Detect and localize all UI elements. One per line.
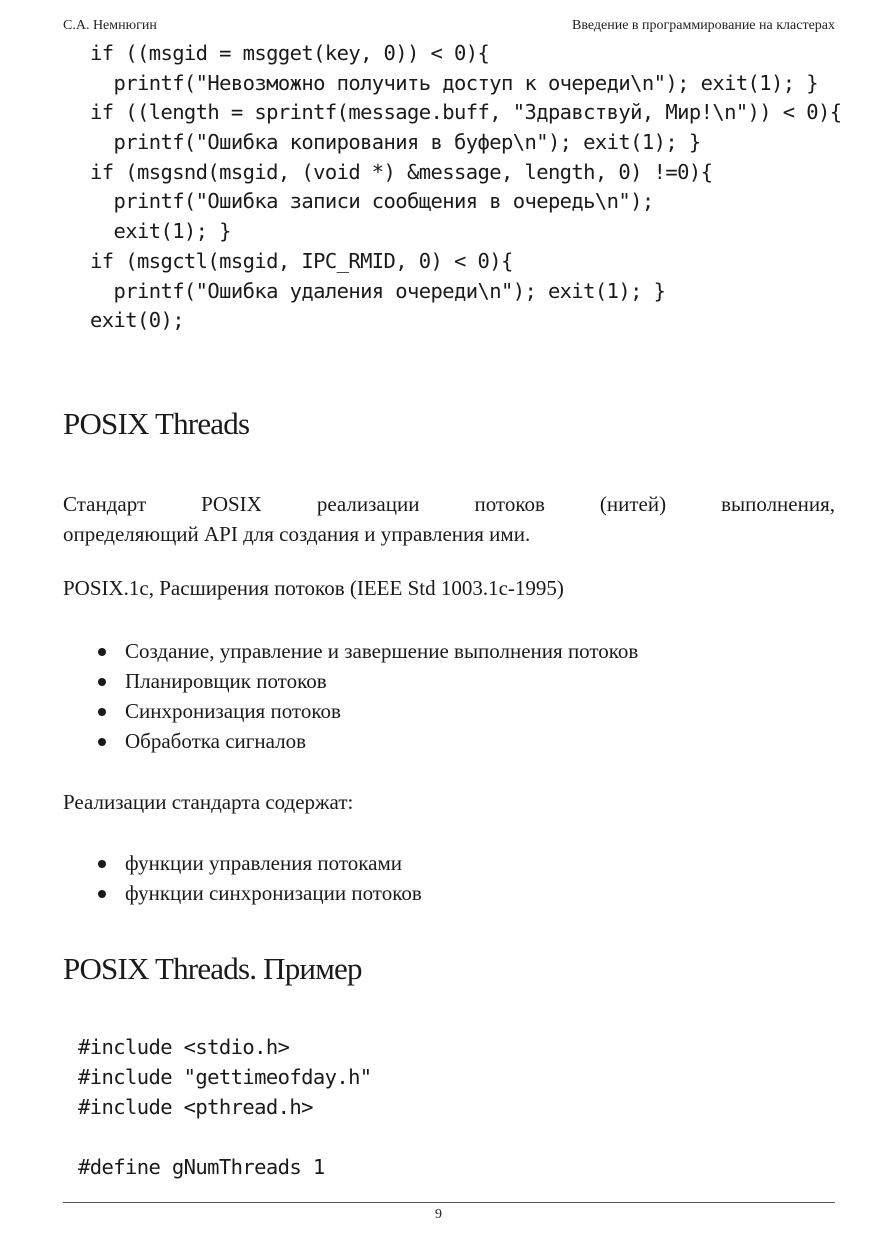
code-line: exit(0); <box>90 308 184 333</box>
code-line: if (msgsnd(msgid, (void *) &message, length, 0) !=0){ <box>90 159 713 184</box>
code-line: exit(1); } <box>90 219 231 244</box>
implementations-list <box>63 848 835 908</box>
header-title: Введение в программирование на кластерах <box>571 18 835 33</box>
code-line: printf("Ошибка копирования в буфер\n"); exit(1); } <box>90 130 701 155</box>
intro-line-1: Стандарт POSIX реализации потоков (нитей) выполнения, <box>63 492 835 516</box>
footer-divider <box>63 1202 835 1203</box>
bullet-icon <box>98 860 106 868</box>
list-item-text: функции управления потоками <box>125 851 402 875</box>
list-item <box>63 848 835 878</box>
bullet-icon <box>98 738 106 746</box>
code-line: #include "gettimeofday.h" <box>78 1065 372 1089</box>
list-item-text: Создание, управление и завершение выполнения потоков <box>125 639 639 663</box>
list-item <box>63 696 835 726</box>
standard-paragraph: POSIX.1c, Расширения потоков (IEEE Std 1003.1c-1995) <box>63 576 564 600</box>
intro-paragraph <box>63 489 835 549</box>
page-number: 9 <box>435 1207 442 1222</box>
list-item-text: функции синхронизации потоков <box>125 881 422 905</box>
bullet-icon <box>98 890 106 898</box>
code-line: #include <pthread.h> <box>78 1095 313 1119</box>
list-item <box>63 878 835 908</box>
list-item-text: Синхронизация потоков <box>125 699 341 723</box>
code-line: if ((msgid = msgget(key, 0)) < 0){ <box>90 41 490 65</box>
code-line: printf("Ошибка записи сообщения в очередь\n"); <box>90 189 654 214</box>
section-heading-posix-threads-example: POSIX Threads. Пример <box>63 951 362 986</box>
list-item-text: Обработка сигналов <box>125 729 307 753</box>
list-item <box>63 666 835 696</box>
list-item <box>63 636 835 666</box>
list-item <box>63 726 835 756</box>
list-item-text: Планировщик потоков <box>125 669 327 693</box>
code-line: printf("Ошибка удаления очереди\n"); exit(1); } <box>90 278 666 303</box>
code-block-message-queue <box>90 39 842 336</box>
code-line: if ((length = sprintf(message.buff, "Здравствуй, Мир!\n")) < 0){ <box>90 100 842 125</box>
implementations-paragraph: Реализации стандарта содержат: <box>63 790 354 814</box>
code-block-example <box>78 1032 372 1182</box>
code-line: printf("Невозможно получить доступ к очереди\n"); exit(1); } <box>90 70 819 95</box>
section-heading-posix-threads: POSIX Threads <box>63 406 250 441</box>
bullet-icon <box>98 708 106 716</box>
code-line: #define gNumThreads 1 <box>78 1155 325 1179</box>
features-list <box>63 636 835 756</box>
code-line: #include <stdio.h> <box>78 1035 290 1059</box>
bullet-icon <box>98 648 106 656</box>
code-line: if (msgctl(msgid, IPC_RMID, 0) < 0){ <box>90 248 513 273</box>
intro-line-2: определяющий API для создания и управления ими. <box>63 522 531 546</box>
page-header <box>63 16 835 36</box>
bullet-icon <box>98 678 106 686</box>
header-author: С.А. Немнюгин <box>63 18 157 33</box>
code-line-blank <box>78 1122 372 1152</box>
